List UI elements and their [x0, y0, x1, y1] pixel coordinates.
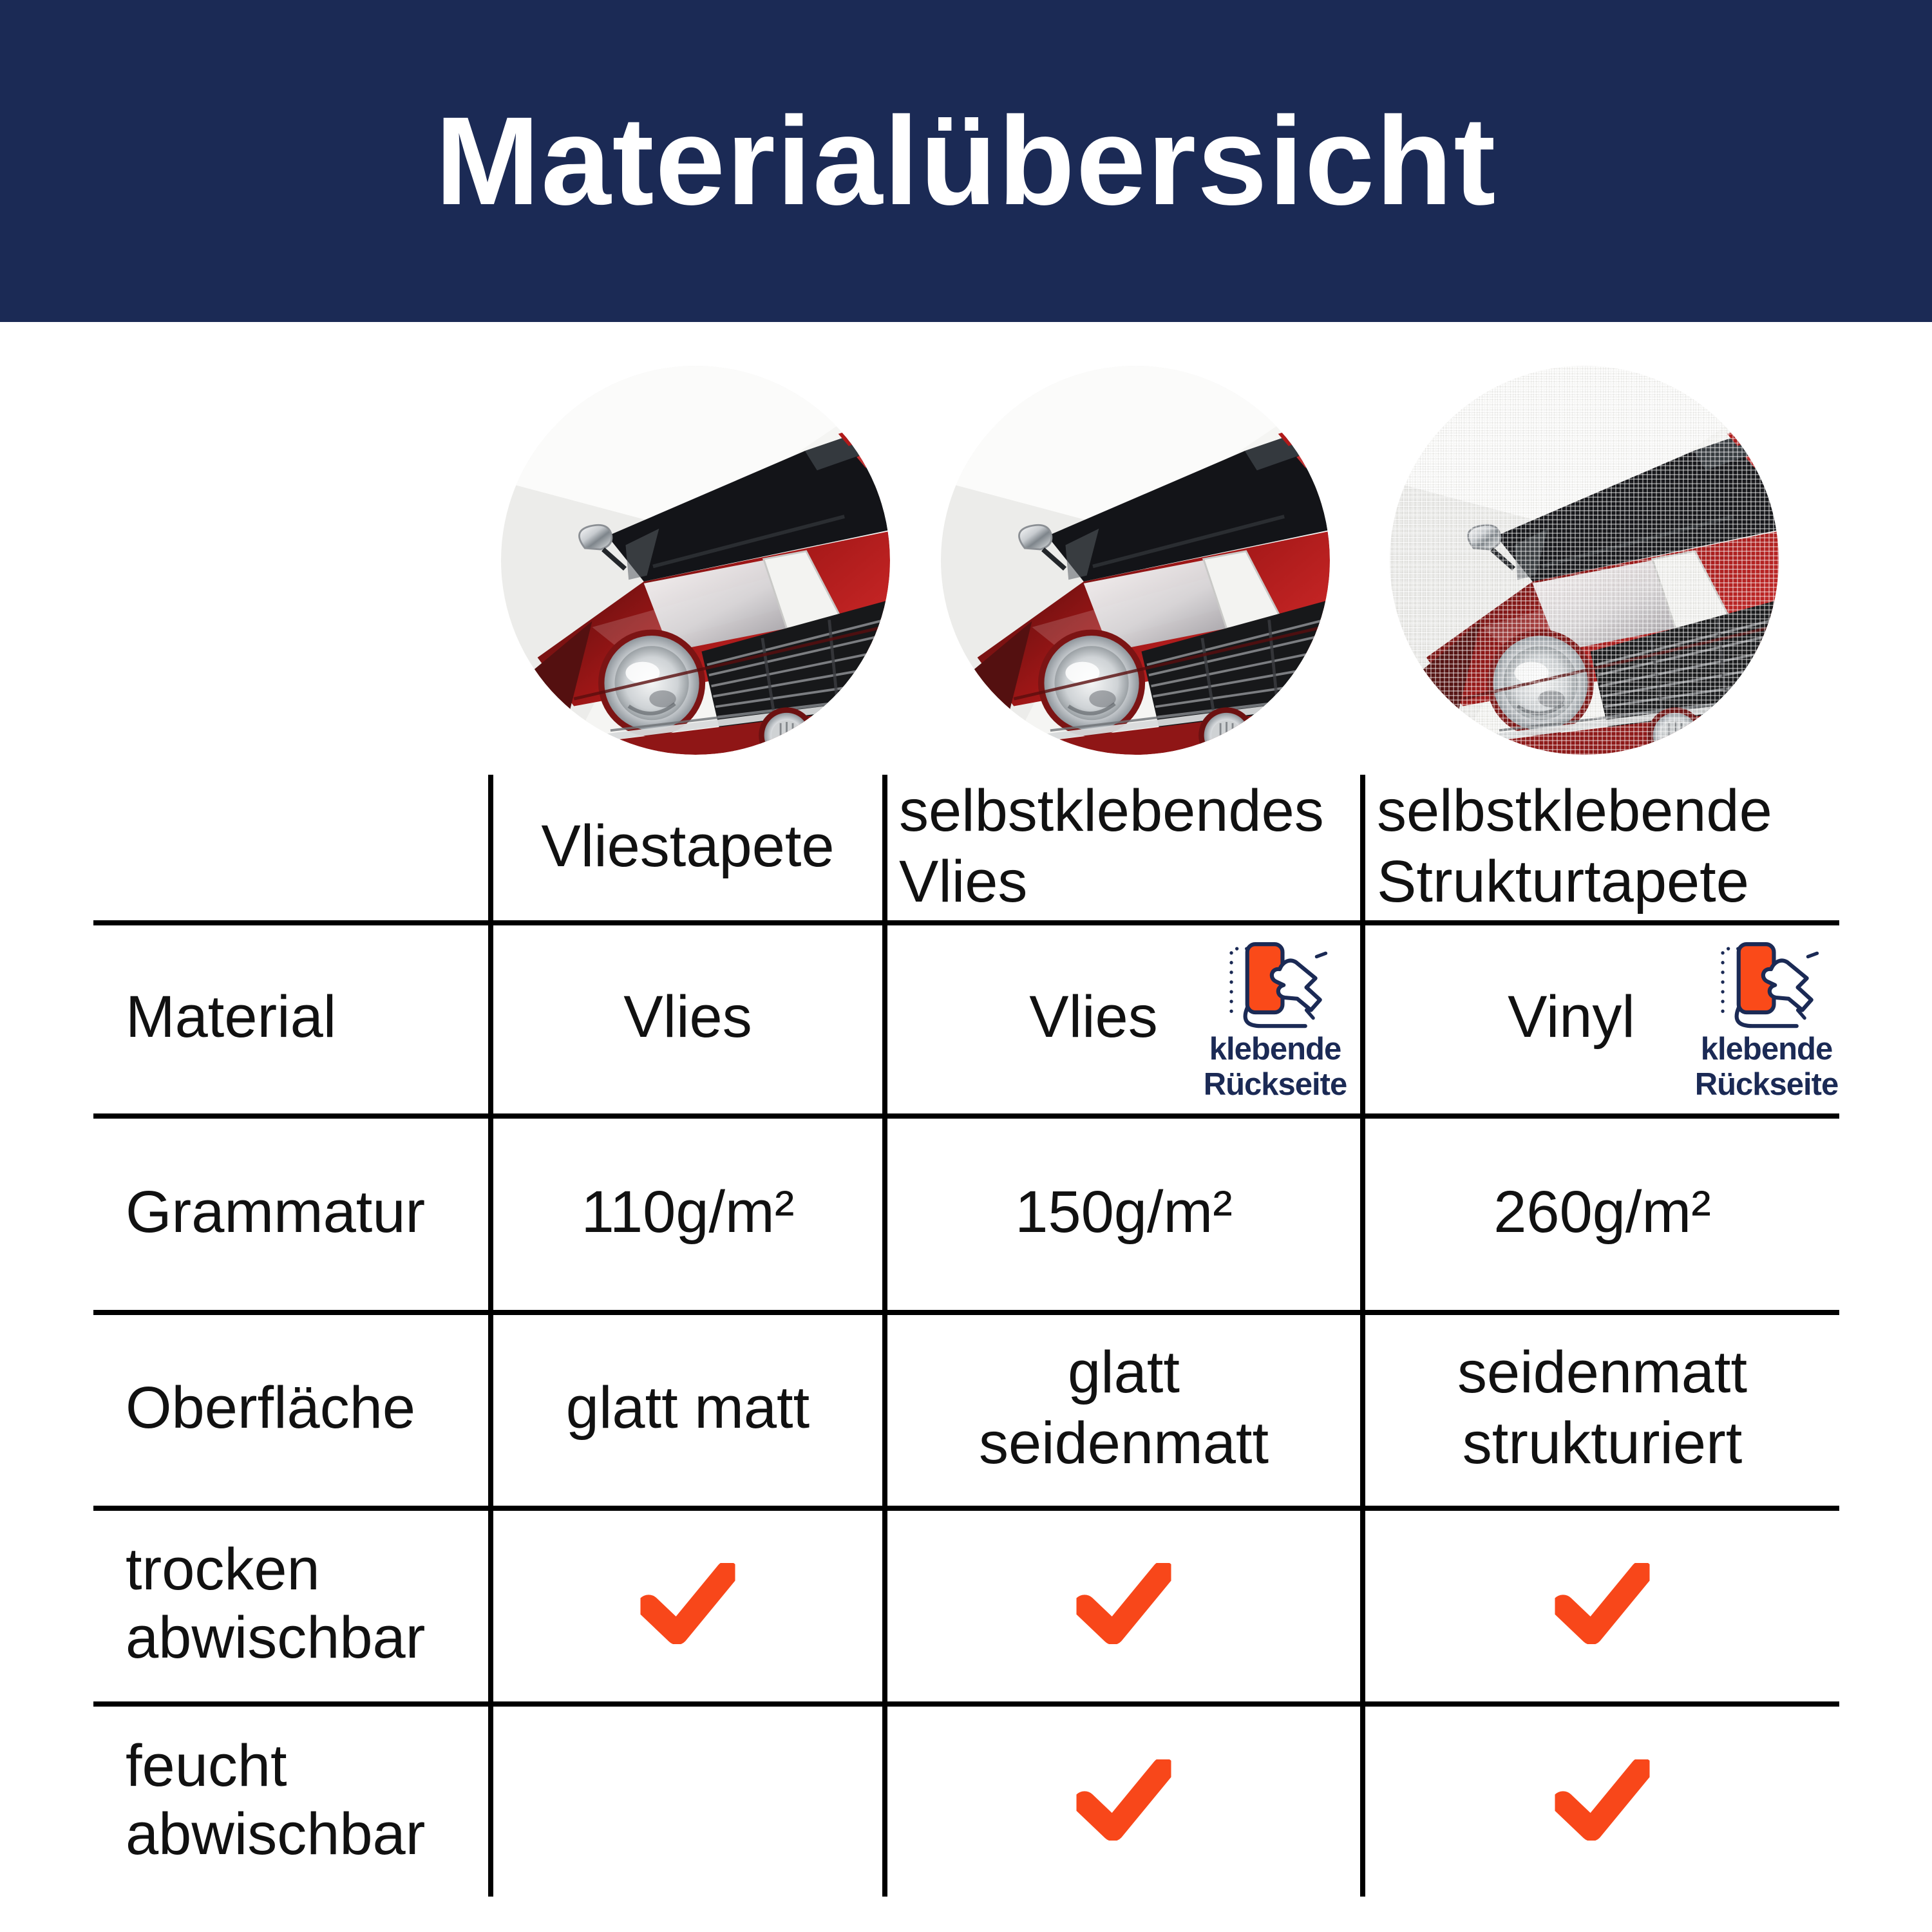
page-title: Materialübersicht	[435, 90, 1497, 231]
badge-label: Rückseite	[1694, 1067, 1839, 1102]
row-label-trocken-abwischbar: trocken abwischbar	[126, 1537, 426, 1671]
adhesive-back-badge	[1188, 935, 1362, 1103]
column-header-text: Strukturtapete	[1377, 849, 1749, 914]
cell-trocken-selbstklebendes-vlies	[887, 1511, 1360, 1696]
cell-material-selbstklebendes-vlies: Vlies	[1029, 984, 1158, 1050]
checkmark-icon	[1554, 1759, 1651, 1841]
cell-grammatur-vliestapete: 110g/m²	[581, 1179, 795, 1245]
row-label-material: Material	[126, 984, 337, 1050]
cell-oberflaeche-selbstklebendes-vlies: glatt seidenmatt	[978, 1340, 1269, 1476]
row-label-feucht-abwischbar: feucht abwischbar	[126, 1733, 426, 1867]
product-image-vliestapete	[501, 366, 890, 755]
cell-grammatur-selbstklebendes-vlies: 150g/m²	[1015, 1179, 1233, 1245]
table-line	[93, 920, 1839, 925]
column-header-text: selbstklebendes	[899, 778, 1324, 844]
cell-feucht-vliestapete	[493, 1707, 882, 1893]
row-label-oberflaeche: Oberfläche	[126, 1375, 416, 1441]
table-line	[488, 775, 493, 1897]
column-header-text: Vliestapete	[541, 813, 835, 879]
car-photo-icon	[941, 366, 1330, 755]
column-header-strukturtapete	[1368, 775, 1838, 918]
table-line	[882, 775, 887, 1897]
row-label-grammatur: Grammatur	[126, 1179, 426, 1245]
table-line	[93, 1310, 1839, 1315]
badge-label: klebende	[1700, 1032, 1833, 1066]
cell-trocken-strukturtapete	[1365, 1511, 1839, 1696]
peel-sticker-icon	[1712, 935, 1821, 1032]
checkmark-icon	[639, 1563, 736, 1644]
table-line	[93, 1113, 1839, 1119]
badge-label: Rückseite	[1203, 1067, 1347, 1102]
column-header-text: Vlies	[899, 849, 1028, 914]
table-line	[93, 1701, 1839, 1707]
table-line	[93, 1506, 1839, 1511]
car-photo-icon	[1390, 366, 1779, 755]
product-image-strukturtapete	[1390, 366, 1779, 755]
badge-label: klebende	[1209, 1032, 1341, 1066]
cell-feucht-strukturtapete	[1365, 1707, 1839, 1893]
adhesive-back-badge	[1680, 935, 1853, 1103]
cell-material-vliestapete: Vlies	[623, 984, 752, 1050]
car-photo-icon	[501, 366, 890, 755]
cell-grammatur-strukturtapete: 260g/m²	[1493, 1179, 1711, 1245]
checkmark-icon	[1075, 1563, 1172, 1644]
cell-trocken-vliestapete	[493, 1511, 882, 1696]
cell-oberflaeche-strukturtapete: seidenmatt strukturiert	[1457, 1340, 1748, 1476]
column-header-selbstklebendes-vlies	[890, 775, 1358, 918]
product-image-selbstklebendes-vlies	[941, 366, 1330, 755]
checkmark-icon	[1554, 1563, 1651, 1644]
cell-oberflaeche-vliestapete: glatt matt	[565, 1375, 810, 1441]
cell-material-strukturtapete: Vinyl	[1508, 984, 1635, 1050]
checkmark-icon	[1075, 1759, 1172, 1841]
peel-sticker-icon	[1220, 935, 1330, 1032]
column-header-text: selbstklebende	[1377, 778, 1772, 844]
column-header-vliestapete	[493, 775, 882, 918]
header-bar	[0, 0, 1932, 322]
cell-feucht-selbstklebendes-vlies	[887, 1707, 1360, 1893]
